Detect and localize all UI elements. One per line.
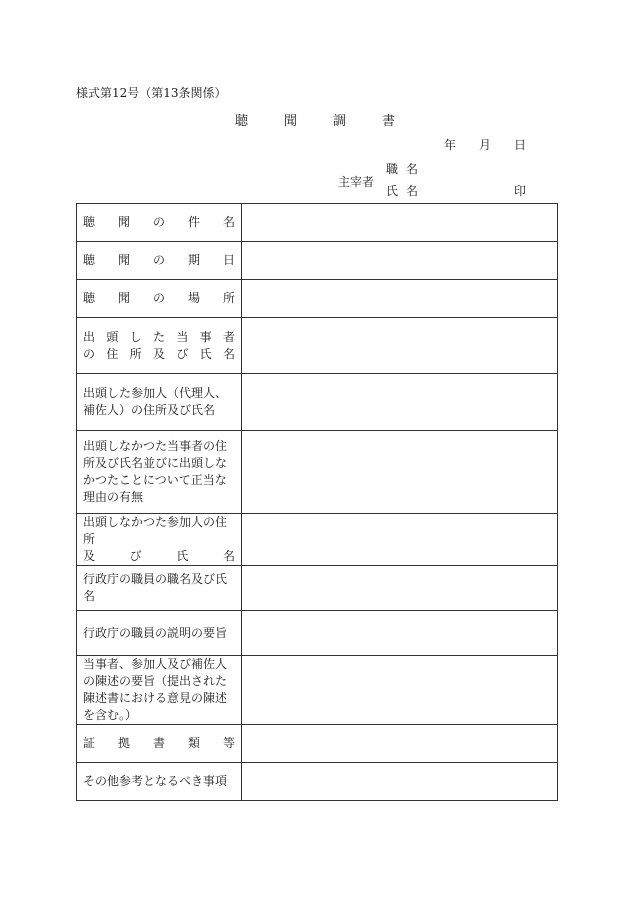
date-day: 日 xyxy=(513,138,526,152)
seal-mark: 印 xyxy=(514,184,527,198)
label-char: 類 xyxy=(187,736,200,750)
label-char: し xyxy=(129,329,142,344)
row-value-cell[interactable] xyxy=(242,242,558,280)
label-char: 等 xyxy=(222,736,235,750)
label-char: 住 xyxy=(106,346,119,361)
label-char: 所 xyxy=(222,291,235,305)
form-number: 様式第12号（第13条関係） xyxy=(76,86,227,100)
label-char: 聴 xyxy=(83,291,96,305)
label-char: 拠 xyxy=(117,736,130,750)
label-char: 及 xyxy=(152,346,165,361)
label-char: の xyxy=(152,291,165,305)
table-row xyxy=(77,566,558,611)
table-row xyxy=(77,318,558,374)
row-label xyxy=(77,242,242,280)
label-char: 名 xyxy=(222,549,235,563)
row-label xyxy=(77,611,242,656)
label-text: 行政庁の職員の説明の要旨 xyxy=(83,625,228,640)
label-char: た xyxy=(152,329,165,344)
title-char: 聴 xyxy=(235,114,249,129)
label-char: の xyxy=(152,215,165,229)
label-text: その他参考となるべき事項 xyxy=(83,774,228,788)
label-char: 聞 xyxy=(117,215,130,229)
label-char: 聴 xyxy=(83,253,96,267)
label-char: 氏 xyxy=(176,549,189,563)
label-char: 事 xyxy=(199,329,212,344)
presider-title-label: 職 名 xyxy=(386,162,418,176)
row-label xyxy=(77,566,242,611)
label-text: 当事者、参加人及び補佐人の陳述の要旨（提出された陳述書における意見の陳述を含む。） xyxy=(83,657,228,722)
label-text: 行政庁の職員の職名及び氏名 xyxy=(83,572,228,603)
row-value-cell[interactable] xyxy=(242,611,558,656)
table-row xyxy=(77,204,558,242)
row-label xyxy=(77,725,242,763)
row-label xyxy=(77,431,242,514)
table-row xyxy=(77,514,558,566)
row-label xyxy=(77,374,242,431)
row-value-cell[interactable] xyxy=(242,763,558,801)
label-char: 名 xyxy=(222,346,235,361)
label-char: び xyxy=(129,549,142,563)
label-text: 出頭しなかつた当事者の住所及び氏名並びに出頭しなかつたことについて正当な理由の有無 xyxy=(83,439,228,504)
hearing-record-table xyxy=(76,203,558,801)
table-row xyxy=(77,763,558,801)
row-label xyxy=(77,204,242,242)
label-char: 当 xyxy=(176,329,189,344)
document-title xyxy=(235,110,395,129)
table-row xyxy=(77,280,558,318)
row-value-cell[interactable] xyxy=(242,280,558,318)
title-char: 調 xyxy=(332,114,346,129)
row-label xyxy=(77,318,242,374)
label-char: び xyxy=(176,346,189,361)
row-value-cell[interactable] xyxy=(242,656,558,725)
label-char: 及 xyxy=(83,549,96,563)
label-char: 日 xyxy=(222,253,235,267)
label-char: 名 xyxy=(222,215,235,229)
row-label xyxy=(77,280,242,318)
title-char: 聞 xyxy=(283,114,297,129)
label-char: 氏 xyxy=(199,346,212,361)
table-row xyxy=(77,431,558,514)
label-char: 者 xyxy=(222,329,235,344)
row-value-cell[interactable] xyxy=(242,514,558,566)
label-text: 出頭しなかつた参加人の住所 xyxy=(83,515,228,546)
row-label xyxy=(77,656,242,725)
presider-name-label: 氏 名 xyxy=(386,184,418,198)
label-char: 所 xyxy=(129,346,142,361)
label-char: 証 xyxy=(83,736,96,750)
row-label xyxy=(77,763,242,801)
row-value-cell[interactable] xyxy=(242,374,558,431)
date-month: 月 xyxy=(478,138,491,152)
date-year: 年 xyxy=(444,138,457,152)
table-row xyxy=(77,611,558,656)
row-value-cell[interactable] xyxy=(242,725,558,763)
label-char: 書 xyxy=(152,736,165,750)
label-char: の xyxy=(152,253,165,267)
row-value-cell[interactable] xyxy=(242,431,558,514)
label-char: の xyxy=(83,346,96,361)
row-label xyxy=(77,514,242,566)
table-row xyxy=(77,725,558,763)
label-char: 件 xyxy=(187,215,200,229)
row-value-cell[interactable] xyxy=(242,566,558,611)
presider-label: 主宰者 xyxy=(338,175,375,189)
table-row xyxy=(77,374,558,431)
label-char: 頭 xyxy=(106,329,119,344)
label-text: 出頭した参加人（代理人、補佐人）の住所及び氏名 xyxy=(83,386,228,417)
row-value-cell[interactable] xyxy=(242,318,558,374)
label-char: 聴 xyxy=(83,215,96,229)
title-char: 書 xyxy=(381,114,395,129)
table-row xyxy=(77,242,558,280)
label-char: 場 xyxy=(187,291,200,305)
table-row xyxy=(77,656,558,725)
label-char: 出 xyxy=(83,329,96,344)
label-char: 聞 xyxy=(117,291,130,305)
row-value-cell[interactable] xyxy=(242,204,558,242)
label-char: 聞 xyxy=(117,253,130,267)
label-char: 期 xyxy=(187,253,200,267)
date-line xyxy=(444,136,526,153)
